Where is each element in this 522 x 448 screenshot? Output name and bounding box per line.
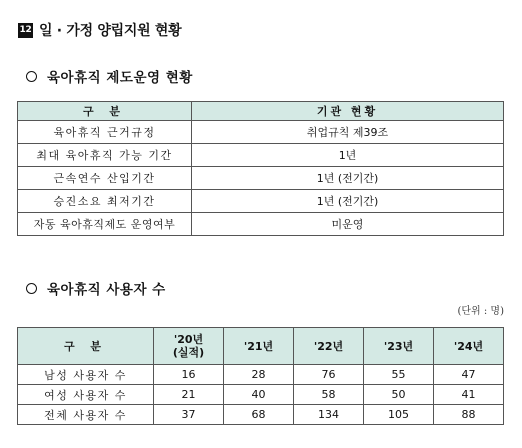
header-year: '22년 xyxy=(294,328,364,365)
table-row xyxy=(18,405,504,425)
circle-bullet-icon xyxy=(26,283,37,294)
section2-title xyxy=(26,278,166,298)
header-category: 구 분 xyxy=(18,102,192,121)
leave-policy-table xyxy=(17,101,504,236)
row-value: 미운영 xyxy=(192,213,504,236)
cell-value: 28 xyxy=(224,365,294,385)
table-row xyxy=(18,144,504,167)
table-row xyxy=(18,190,504,213)
unit-note: (단위 : 명) xyxy=(457,306,504,317)
header-year: '23년 xyxy=(364,328,434,365)
table-row xyxy=(18,213,504,236)
section-number-badge: 12 xyxy=(18,23,33,38)
cell-value: 47 xyxy=(434,365,504,385)
header-status: 기관 현황 xyxy=(192,102,504,121)
table-header-row xyxy=(18,328,504,365)
cell-value: 16 xyxy=(154,365,224,385)
cell-value: 88 xyxy=(434,405,504,425)
cell-value: 55 xyxy=(364,365,434,385)
row-label: 남성 사용자 수 xyxy=(18,365,154,385)
header-year: '24년 xyxy=(434,328,504,365)
cell-value: 40 xyxy=(224,385,294,405)
row-label: 근속연수 산입기간 xyxy=(18,167,192,190)
row-label: 여성 사용자 수 xyxy=(18,385,154,405)
cell-value: 68 xyxy=(224,405,294,425)
cell-value: 41 xyxy=(434,385,504,405)
table-header-row xyxy=(18,102,504,121)
row-label: 전체 사용자 수 xyxy=(18,405,154,425)
circle-bullet-icon xyxy=(26,71,37,82)
row-label: 승진소요 최저기간 xyxy=(18,190,192,213)
row-label: 자동 육아휴직제도 운영여부 xyxy=(18,213,192,236)
page-title xyxy=(18,20,181,40)
cell-value: 50 xyxy=(364,385,434,405)
header-year: '20년 (실적) xyxy=(154,328,224,365)
table-row xyxy=(18,385,504,405)
row-value: 1년 (전기간) xyxy=(192,167,504,190)
table-row xyxy=(18,167,504,190)
row-label: 육아휴직 근거규정 xyxy=(18,121,192,144)
cell-value: 37 xyxy=(154,405,224,425)
leave-users-table xyxy=(17,327,504,425)
section2-title-text: 육아휴직 사용자 수 xyxy=(47,282,166,298)
row-label: 최대 육아휴직 가능 기간 xyxy=(18,144,192,167)
section1-title-text: 육아휴직 제도운영 현황 xyxy=(47,70,193,86)
cell-value: 58 xyxy=(294,385,364,405)
page-title-text: 일 · 가정 양립지원 현황 xyxy=(39,23,182,39)
cell-value: 105 xyxy=(364,405,434,425)
section1-title xyxy=(26,66,193,86)
row-value: 1년 xyxy=(192,144,504,167)
row-value: 1년 (전기간) xyxy=(192,190,504,213)
cell-value: 21 xyxy=(154,385,224,405)
header-year: '21년 xyxy=(224,328,294,365)
table-row xyxy=(18,365,504,385)
header-category: 구 분 xyxy=(18,328,154,365)
row-value: 취업규칙 제39조 xyxy=(192,121,504,144)
cell-value: 134 xyxy=(294,405,364,425)
table-row xyxy=(18,121,504,144)
cell-value: 76 xyxy=(294,365,364,385)
